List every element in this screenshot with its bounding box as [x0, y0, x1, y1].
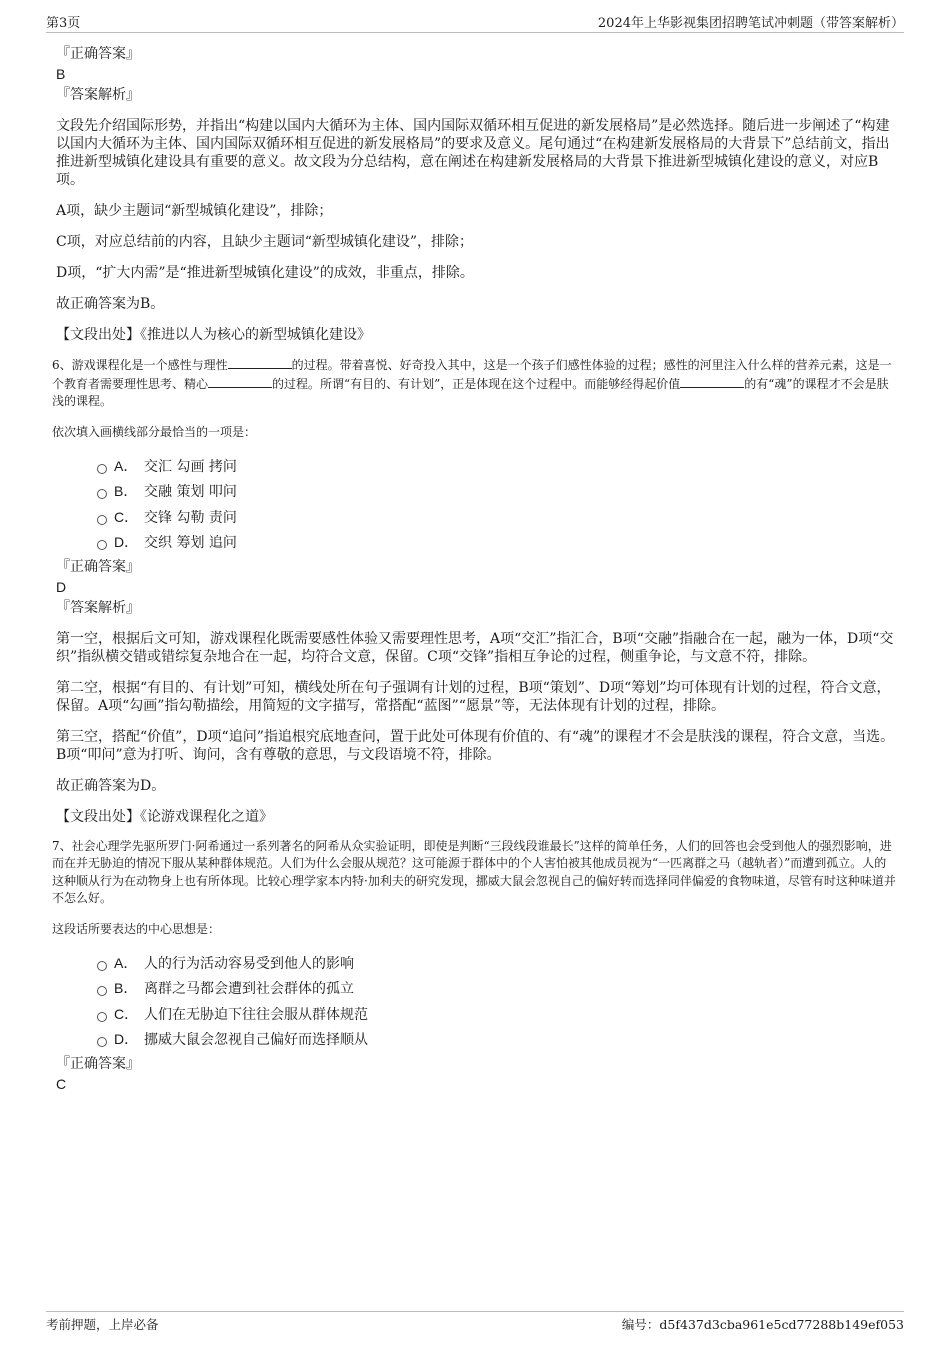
correct-answer-label: 『正确答案』: [56, 1055, 140, 1072]
analysis-label: 『答案解析』: [56, 599, 140, 616]
option-d[interactable]: D． 挪威大鼠会忽视自己偏好而选择顺从: [56, 1028, 896, 1054]
fill-blank: [228, 356, 292, 369]
document-title: 2024年上华影视集团招聘笔试冲刺题（带答案解析）: [597, 16, 904, 31]
analysis-paragraph: 第三空，搭配“价值”，D项“追问”指追根究底地查问，置于此处可体现有价值的、有“魂”的课程才不会是肤浅的课程，符合文意，当选。B项“叩问”意为打听、询问，含有尊敬的意思，与文段语境不符，排除。: [56, 728, 895, 763]
page-footer: [46, 1311, 904, 1333]
radio-icon[interactable]: [97, 961, 107, 971]
correct-answer-label: 『正确答案』: [56, 558, 140, 575]
page-number: 第3页: [46, 16, 81, 31]
option-list: [56, 952, 896, 1054]
analysis-paragraph: 第一空，根据后文可知，游戏课程化既需要感性体验又需要理性思考，A项“交汇”指汇合，B项“交融”指融合在一起，融为一体，D项“交织”指纵横交错或错综复杂地合在一起，均符合文意，保留。C项“交锋”指相互争论的过程，侧重争论，与文意不符，排除。: [56, 630, 894, 665]
option-a[interactable]: A． 交汇 勾画 拷问: [56, 455, 896, 481]
fill-blank: [208, 375, 272, 388]
radio-icon[interactable]: [97, 1012, 107, 1022]
question-stem: 6、游戏课程化是一个感性与理性 的过程。带着喜悦、好奇投入其中，这是一个孩子们感性体验的过程；感性的河里注入什么样的营养元素，这是一个教育者需要理性思考、精心 的过程。所谓“有目的、有计划”，正是体现在这个过程中。而能够经得起价值 的有“魂”的课程才不会是肤浅的课程。: [52, 358, 892, 408]
analysis-paragraph: 第二空，根据“有目的、有计划”可知，横线处所在句子强调有计划的过程，B项“策划”、D项“筹划”均可体现有计划的过程，符合文意，保留。A项“勾画”指勾勒描绘，用简短的文字描写，常搭配“蓝图”“愿景”等，无法体现有计划的过程，排除。: [56, 679, 891, 714]
option-list: [56, 455, 896, 557]
option-c[interactable]: C． 人们在无胁迫下往往会服从群体规范: [56, 1003, 896, 1029]
radio-icon[interactable]: [97, 464, 107, 474]
analysis-paragraph: D项，“扩大内需”是“推进新型城镇化建设”的成效，非重点，排除。: [56, 265, 474, 281]
analysis-label: 『答案解析』: [56, 87, 140, 103]
document-body: [52, 44, 896, 1095]
radio-icon[interactable]: [97, 986, 107, 996]
radio-icon[interactable]: [97, 540, 107, 550]
fill-blank: [680, 375, 744, 388]
correct-answer: B: [56, 66, 66, 82]
page-header: [46, 12, 904, 33]
analysis-conclusion: 故正确答案为D。: [56, 777, 166, 794]
analysis-conclusion: 故正确答案为B。: [56, 296, 165, 312]
option-b[interactable]: B． 交融 策划 叩问: [56, 480, 896, 506]
option-d[interactable]: D． 交织 筹划 追问: [56, 531, 896, 557]
option-b[interactable]: B． 离群之马都会遭到社会群体的孤立: [56, 977, 896, 1003]
footer-slogan: 考前押题，上岸必备: [46, 1317, 159, 1332]
correct-answer: D: [56, 578, 67, 595]
question-stem: 7、社会心理学先驱所罗门·阿希通过一系列著名的阿希从众实验证明，即使是判断“三段线段谁最长”这样的简单任务，人们的回答也会受到他人的强烈影响，进而在并无胁迫的情况下服从某种群体规范。人们为什么会服从规范？这可能源于群体中的个人害怕被其他成员视为“一匹离群之马（越轨者）”而遭到孤立。人的这种顺从行为在动物身上也有所体现。比较心理学家本内特·加利夫的研究发现，挪威大鼠会忽视自己的偏好转而选择同伴偏爱的食物味道，尽管有时这种味道并不怎么好。: [52, 838, 896, 905]
radio-icon[interactable]: [97, 489, 107, 499]
option-a[interactable]: A． 人的行为活动容易受到他人的影响: [56, 952, 896, 978]
correct-answer: C: [56, 1075, 67, 1092]
analysis-paragraph: A项，缺少主题词“新型城镇化建设”，排除；: [56, 203, 333, 219]
source-citation: 【文段出处】《推进以人为核心的新型城镇化建设》: [56, 327, 371, 343]
analysis-paragraph: 文段先介绍国际形势，并指出“构建以国内大循环为主体、国内国际双循环相互促进的新发展格局”是必然选择。随后进一步阐述了“构建以国内大循环为主体、国内国际双循环相互促进的新发展格局”的要求及意义。尾句通过“在构建新发展格局的大背景下”总结前文，指出推进新型城镇化建设具有重要的意义。故文段为分总结构，意在阐述在构建新发展格局的大背景下推进新型城镇化建设的意义，对应B项。: [56, 118, 890, 188]
analysis-paragraph: C项，对应总结前的内容，且缺少主题词“新型城镇化建设”，排除；: [56, 234, 474, 250]
source-citation: 【文段出处】《论游戏课程化之道》: [56, 808, 273, 825]
option-c[interactable]: C． 交锋 勾勒 责问: [56, 506, 896, 532]
correct-answer-label: 『正确答案』: [56, 46, 140, 62]
question-prompt: 依次填入画横线部分最恰当的一项是：: [52, 424, 257, 439]
radio-icon[interactable]: [97, 515, 107, 525]
question-prompt: 这段话所要表达的中心思想是：: [52, 921, 221, 936]
radio-icon[interactable]: [97, 1037, 107, 1047]
document-code: 编号：d5f437d3cba961e5cd77288b149ef053: [621, 1317, 904, 1332]
